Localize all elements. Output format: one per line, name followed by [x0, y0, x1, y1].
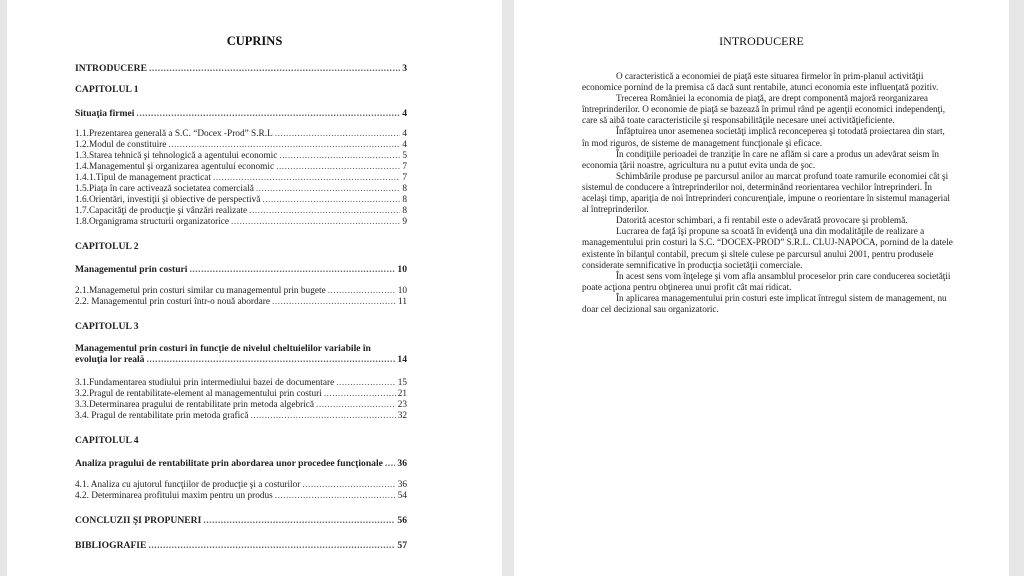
toc-title: CUPRINS: [226, 34, 283, 48]
toc-entry[interactable]: [75, 491, 407, 502]
toc-entry-page: 7: [402, 162, 407, 172]
toc-entry-label: 1.1.Prezentarea generală a S.C. “Docex -Prod” S.R.L: [75, 129, 273, 139]
dot-leader: [276, 162, 400, 173]
toc-entry-label: 1.3.Starea tehnică şi tehnologică a agentului economic: [75, 151, 278, 161]
toc-entry[interactable]: [75, 378, 407, 389]
toc-entry-page: 56: [397, 515, 407, 526]
toc-entry-label: Managementul prin costuri: [75, 264, 188, 275]
dot-leader: [189, 264, 395, 275]
toc-entry[interactable]: [75, 264, 407, 275]
toc-entry-label: CAPITOLUL 1: [75, 84, 139, 95]
toc-entry[interactable]: [75, 206, 407, 217]
toc-entry[interactable]: [75, 84, 407, 95]
toc-entry-label: 1.4.1.Tipul de management practicat: [75, 173, 211, 183]
toc-entry-label: CAPITOLUL 2: [75, 241, 139, 252]
dot-leader: [168, 140, 400, 151]
paragraph: Lucrarea de faţă îşi propune sa scoată în evidenţă una din modalităţile de realizare a managementului prin costuri la S.C. “DOCEX-PROD” S.R.L. CLUJ-NAPOCA, pornind de la datele existente în bilanţul contabil, precum şi sltele culese pe parcursul anului 2001, pentru produsele considerate semnificative în producţia societăţii comerciale.: [582, 226, 953, 270]
toc-entry-page: 54: [397, 491, 407, 501]
dot-leader: [249, 206, 400, 217]
toc-entry-label: 1.2.Modul de constituire: [75, 140, 167, 150]
toc-entry-label: INTRODUCERE: [75, 63, 147, 74]
toc-entry-page: 4: [402, 108, 407, 119]
dot-leader: [324, 389, 396, 400]
toc-entry-label: 4.2. Determinarea profitului maxim pentru un produs: [75, 491, 273, 501]
toc-entry-page: 10: [397, 286, 407, 296]
paragraph: Trecerea României la economia de piaţă, are drept componentă majoră reorganizarea întreprinderilor. O economie de piaţă se bazează în primul rând pe agenţii economici independenţi, care să aibă toate caracteristicile şi responsabilităţile necesare unei activităţieficiente.: [582, 93, 946, 126]
toc-entry-label: 3.1.Fundamentarea studiului prin intermediului bazei de documentare: [75, 378, 335, 388]
toc-entry-label: CAPITOLUL 4: [75, 435, 139, 446]
toc-entry-page: 36: [397, 458, 407, 469]
toc-entry[interactable]: [75, 140, 407, 151]
dot-leader: [136, 108, 400, 119]
toc-entry[interactable]: [75, 195, 407, 206]
toc-entry-page: 57: [397, 540, 407, 551]
toc-entry-page: 4: [402, 129, 407, 139]
dot-leader: [231, 217, 400, 228]
toc-entry[interactable]: [75, 151, 407, 162]
toc-entry[interactable]: [75, 343, 407, 365]
dot-leader: [256, 184, 400, 195]
toc-entry-page: 32: [397, 411, 407, 421]
paragraph: În acest sens vom înţelege şi vom afla ansamblul proceselor prin care conducerea societăţii poate acţiona pentru obţinerea unui profit cât mai ridicat.: [582, 270, 951, 292]
paragraph: În aplicarea managementului prin costuri este implicat întregul sistem de management, nu doar cel decizional sau organizatoric.: [582, 292, 947, 314]
dot-leader: [336, 378, 396, 389]
toc-entry-page: 36: [397, 480, 407, 490]
dot-leader: [149, 63, 400, 74]
toc-entry-page: 11: [398, 297, 407, 307]
toc-entry-label: Situaţia firmei: [75, 108, 135, 119]
dot-leader: [279, 151, 400, 162]
toc-entry-page: 7: [402, 173, 407, 183]
toc-entry-page: 4: [402, 140, 407, 150]
toc-entry[interactable]: [75, 411, 407, 422]
dot-leader: [302, 480, 395, 491]
dot-leader: [213, 173, 400, 184]
toc-entry-label: 1.6.Orientări, investiţii şi obiective de perspectivă: [75, 195, 261, 205]
toc-entry-label-cont: evoluţia lor reală: [75, 354, 145, 365]
toc-entry-page: 8: [402, 206, 407, 216]
toc-entry-page: 8: [402, 184, 407, 194]
toc-entry[interactable]: [75, 173, 407, 184]
toc-entry-page: 15: [397, 378, 407, 388]
dot-leader: [275, 129, 401, 140]
dot-leader: [146, 354, 395, 365]
toc-entry-label: 1.7.Capacităţi de producţie şi vânzări realizate: [75, 206, 248, 216]
toc-entry[interactable]: [75, 162, 407, 173]
toc-entry-label: 1.5.Piaţa în care activează societatea comercială: [75, 184, 254, 194]
toc-entry[interactable]: [75, 286, 407, 297]
toc-entry-label: 2.2. Managementul prin costuri într-o nouă abordare: [75, 297, 270, 307]
toc-entry-page: 23: [397, 400, 407, 410]
toc-entry-label: Analiza pragului de rentabilitate prin abordarea unor procedee funcţionale: [75, 458, 383, 469]
toc-entry-label: 1.4.Managementul şi organizarea agentului economic: [75, 162, 275, 172]
introduction-body: [582, 71, 954, 315]
toc-entry-label: CONCLUZII ŞI PROPUNERI: [75, 515, 202, 526]
dot-leader: [148, 540, 395, 551]
toc-entry[interactable]: [75, 515, 407, 526]
toc-entry[interactable]: [75, 241, 407, 252]
toc-entry-label: 4.1. Analiza cu ajutorul funcţiilor de producţie şi a costurilor: [75, 480, 301, 490]
toc-entry-page: 14: [397, 354, 407, 365]
dot-leader: [272, 297, 396, 308]
toc-entry[interactable]: [75, 63, 407, 74]
toc-entry[interactable]: [75, 129, 407, 140]
toc-entry[interactable]: [75, 480, 407, 491]
paragraph: Datorită acestor schimbari, a fi rentabil este o adevărată provocare şi problemă.: [616, 215, 908, 226]
toc-entry[interactable]: [75, 297, 407, 308]
toc-entry[interactable]: [75, 389, 407, 400]
paragraph: O caracteristică a economiei de piaţă este situarea firmelor în prim-planul activităţii economice pornind de la premisa că dacă sunt rentabile, atunci economia este influenţată pozitiv.: [582, 71, 939, 93]
dot-leader: [203, 515, 395, 526]
toc-entry[interactable]: [75, 321, 407, 332]
toc-entry-label: Managementul prin costuri în funcţie de nivelul cheltuielilor variabile în: [75, 343, 371, 354]
toc-entry-page: 21: [397, 389, 407, 399]
dot-leader: [385, 458, 396, 469]
toc-entry[interactable]: [75, 217, 407, 228]
introduction-page: [514, 0, 1009, 576]
dot-leader: [262, 195, 400, 206]
toc-entry[interactable]: [75, 400, 407, 411]
toc-entry[interactable]: [75, 184, 407, 195]
toc-page: [7, 0, 502, 576]
toc-entry-label: CAPITOLUL 3: [75, 321, 139, 332]
toc-entry[interactable]: [75, 108, 407, 119]
paragraph: În condiţiile perioadei de tranziţie în care ne aflăm si care a produs un adevărat seism în economia ţării noastre, agricultura nu a putut evita unda de şoc.: [582, 148, 939, 170]
toc-entry-label: BIBLIOGRAFIE: [75, 540, 147, 551]
toc-entry-label: 3.2.Pragul de rentabilitate-element al managementului prin costuri: [75, 389, 322, 399]
toc-entry-page: 9: [402, 217, 407, 227]
dot-leader: [328, 286, 396, 297]
toc-entry-label: 3.3.Determinarea pragului de rentabilitate prin metoda algebrică: [75, 400, 315, 410]
dot-leader: [250, 411, 395, 422]
paragraph: Schimbările produse pe parcursul anilor au marcat profund toate ramurile economiei cât şi sistemul de conducere a întreprinderilor noi, determinând reorientarea vechilor întreprinderi. În acelaşi timp, apariţia de noi întreprinderi concurenţiale, impune o reorientare în sistemul managerial al întreprinderilor.: [582, 170, 950, 215]
toc-entry[interactable]: [75, 435, 407, 446]
toc-entry[interactable]: [75, 540, 407, 551]
toc-entry-label: 1.8.Organigrama structurii organizatorice: [75, 217, 230, 227]
toc-entry-page: 5: [402, 151, 407, 161]
dot-leader: [316, 400, 396, 411]
dot-leader: [275, 491, 396, 502]
toc-entry-label: 3.4. Pragul de rentabilitate prin metoda grafică: [75, 411, 249, 421]
toc-entry-label: 2.1.Managemetul prin costuri similar cu managementul prin bugete: [75, 286, 326, 296]
paragraph: Înfăptuirea unor asemenea societăţi implică reconceperea şi totodată proiectarea din start, în mod riguros, de sisteme de management funcţionale şi eficace.: [582, 126, 945, 148]
toc-entry-page: 8: [402, 195, 407, 205]
introduction-title: INTRODUCERE: [719, 34, 804, 48]
toc-entry-page: 10: [397, 264, 407, 275]
toc-entry-page: 3: [402, 63, 407, 74]
toc-entry[interactable]: [75, 458, 407, 469]
